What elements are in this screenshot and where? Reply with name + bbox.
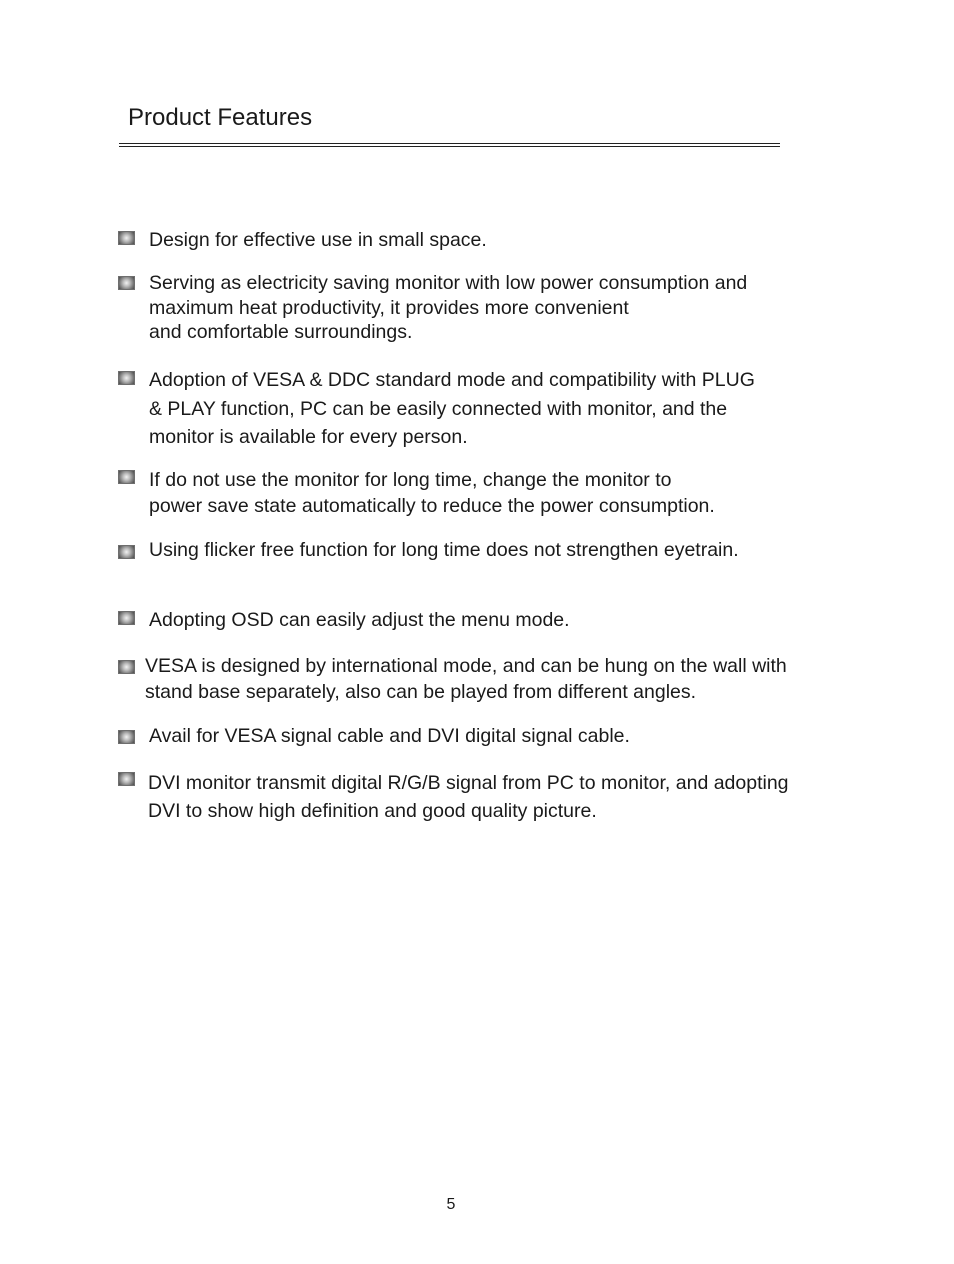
feature-text: Design for effective use in small space. [149, 229, 487, 251]
square-bullet-icon [118, 660, 135, 674]
square-bullet-icon [118, 276, 135, 290]
square-bullet-icon [118, 470, 135, 484]
square-bullet-icon [118, 371, 135, 385]
square-bullet-icon [118, 611, 135, 625]
feature-text: VESA is designed by international mode, and can be hung on the wall with stand base separately, also can be played from different angles. [145, 655, 787, 703]
page-number: 5 [446, 1196, 456, 1213]
square-bullet-icon [118, 730, 135, 744]
square-bullet-icon [118, 545, 135, 559]
page-title: Product Features [128, 104, 313, 131]
feature-text: Adoption of VESA & DDC standard mode and compatibility with PLUG & PLAY function, PC can be easily connected with monitor, and the monitor is available for every person. [149, 369, 755, 448]
feature-text: Serving as electricity saving monitor with low power consumption and maximum heat productivity, it provides more convenient and comfortable surroundings. [149, 272, 748, 343]
feature-text: DVI monitor transmit digital R/G/B signal from PC to monitor, and adopting DVI to show high definition and good quality picture. [148, 772, 789, 822]
square-bullet-icon [118, 231, 135, 245]
feature-text: If do not use the monitor for long time, change the monitor to power save state automatically to reduce the power consumption. [149, 469, 715, 517]
title-divider [119, 143, 780, 147]
feature-text: Adopting OSD can easily adjust the menu mode. [149, 609, 570, 631]
feature-text: Using flicker free function for long time does not strengthen eyetrain. [149, 539, 739, 561]
feature-text: Avail for VESA signal cable and DVI digital signal cable. [149, 725, 630, 747]
square-bullet-icon [118, 772, 135, 786]
